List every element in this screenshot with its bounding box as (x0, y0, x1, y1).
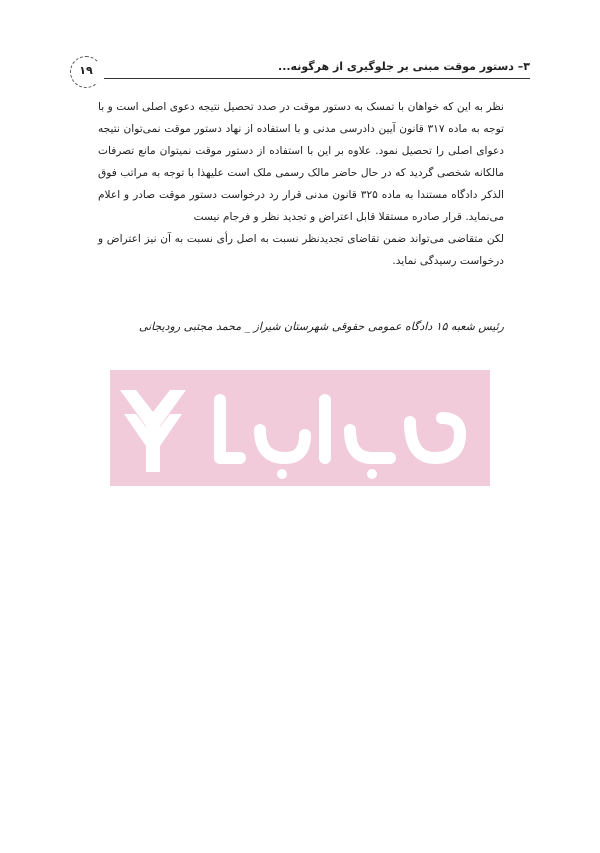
paragraph-1: نظر به این که خواهان با تمسک به دستور موقت در صدد تحصیل نتیجه دعوی اصلی است و با توجه به ماده ۳۱۷ قانون آیین دادرسی مدنی و با استفاده از نهاد دستور موقت نمی‌توان نتیجه دعوای اصلی را تحصیل نمود. علاوه بر این با استفاده از دستور موقت نمیتوان مانع تصرفات مالکانه شخصی گردید که در حال حاضر مالک رسمی ملک است علیهذا با توجه به مراتب فوق الذکر دادگاه مستندا به ماده ۳۲۵ قانون مدنی قرار رد درخواست دستور موقت صادر و اعلام می‌نماید. قرار صادره مستقلا قابل اعتراض و تجدید نظر و فرجام نیست (98, 101, 504, 223)
header-divider (104, 78, 530, 79)
paragraph-2: لکن متقاضی می‌تواند ضمن تقاضای تجدیدنظر نسبت به اصل رأی نسبت به آن نیز اعتراض و درخواست رسیدگی نماید. (98, 233, 504, 267)
page-header (70, 58, 530, 86)
page-number: ۱۹ (79, 64, 93, 77)
judge-signature-line: رئیس شعبه ۱۵ دادگاه عمومی حقوقی شهرستان شیراز _ محمد مجتبی رودیجانی (138, 320, 504, 333)
body-text (98, 96, 504, 272)
running-title: ۳– دستور موقت مبنی بر جلوگیری از هرگونه... (278, 60, 530, 73)
watermark-logo (110, 370, 490, 486)
